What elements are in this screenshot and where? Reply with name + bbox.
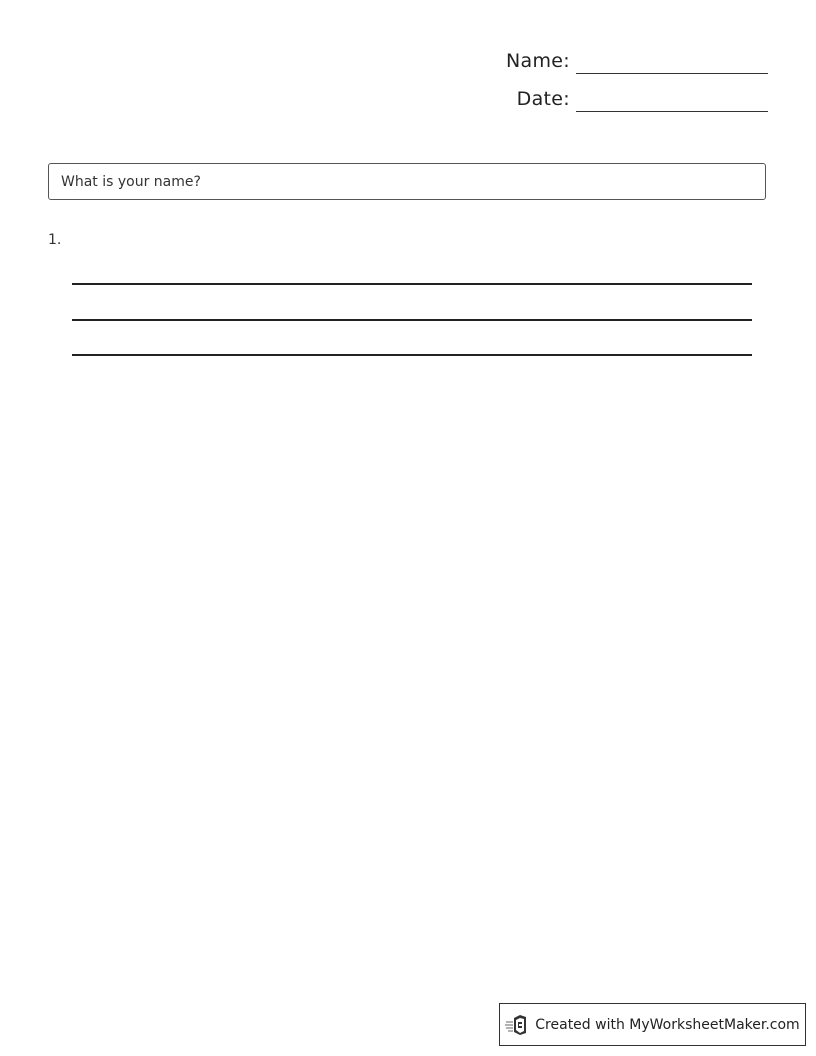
instruction-box [48,163,766,200]
date-label: Date: [516,88,570,110]
date-field [517,90,768,112]
worksheet-maker-logo-icon [505,1013,529,1037]
name-label: Name: [506,50,570,72]
footer-credit-badge[interactable] [499,1003,806,1046]
footer-credit-text: Created with MyWorksheetMaker.com [535,1016,800,1033]
question-number: 1. [48,232,62,248]
instruction-text: What is your name? [61,173,201,190]
date-blank-line[interactable] [576,111,768,112]
answer-line[interactable] [72,283,752,285]
name-field [506,52,768,74]
answer-line[interactable] [72,354,752,356]
name-blank-line[interactable] [576,73,768,74]
answer-line[interactable] [72,319,752,321]
